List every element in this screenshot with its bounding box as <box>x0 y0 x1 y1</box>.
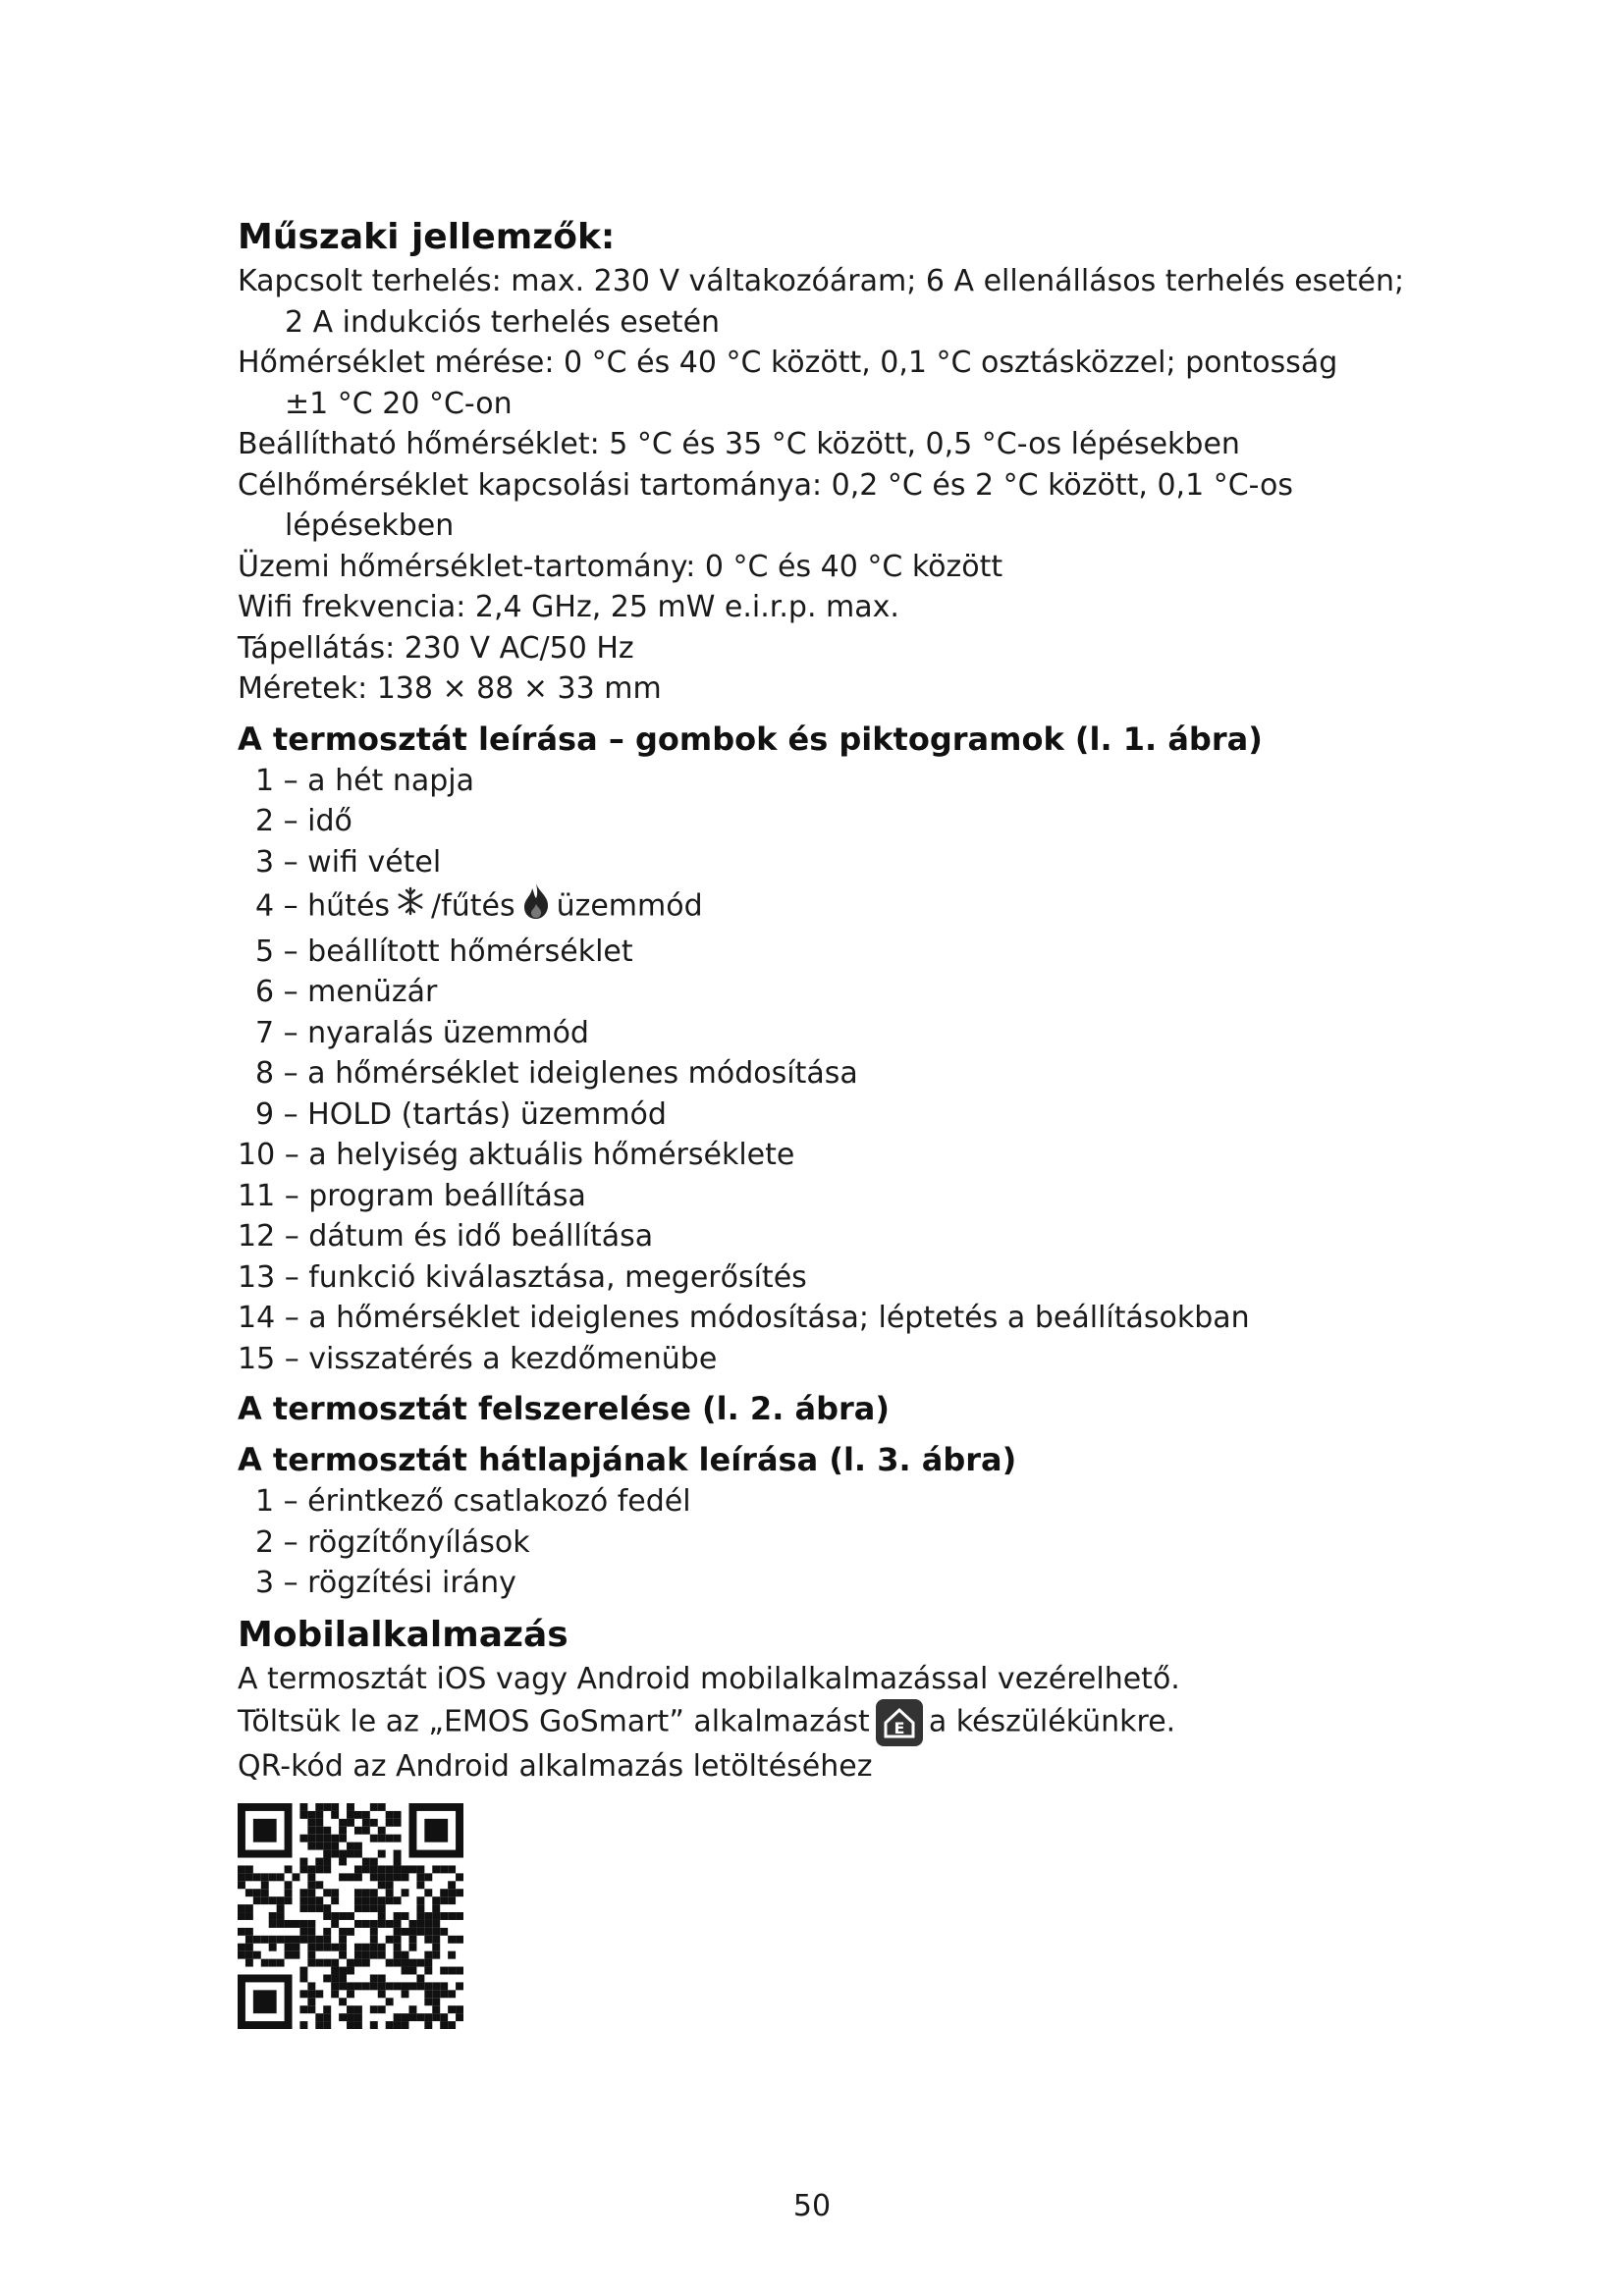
tech-spec-line: lépésekben <box>285 508 455 543</box>
tech-spec-line: Tápellátás: 230 V AC/50 Hz <box>238 630 634 666</box>
tech-spec-line: Kapcsolt terhelés: max. 230 V váltakozóáram; 6 A ellenállásos terhelés esetén; <box>238 264 1405 298</box>
description-list-b <box>238 932 1455 1136</box>
back-item: 3 – rögzítési irány <box>255 1566 516 1600</box>
svg-text:E: E <box>893 1719 905 1737</box>
description-item: 6 – menüzár <box>255 975 438 1009</box>
description-item: 3 – wifi vétel <box>255 844 442 880</box>
description-item: 5 – beállított hőmérséklet <box>255 934 633 969</box>
mobile-line-2-a: Töltsük le az „EMOS GoSmart” alkalmazást <box>238 1704 870 1739</box>
mobile-line-3: QR-kód az Android alkalmazás letöltéséhez <box>238 1749 873 1784</box>
tech-spec-line: Beállítható hőmérséklet: 5 °C és 35 °C között, 0,5 °C-os lépésekben <box>238 427 1240 461</box>
description-item: 7 – nyaralás üzemmód <box>255 1015 589 1050</box>
item4-mid: /fűtés <box>431 888 515 924</box>
tech-spec-line: Wifi frekvencia: 2,4 GHz, 25 mW e.i.r.p. max. <box>238 590 899 624</box>
mobile-line-2 <box>238 1699 1455 1746</box>
section-title-mobile: Mobilalkalmazás <box>238 1614 568 1655</box>
description-item: 12 – dátum és idő beállítása <box>238 1219 654 1254</box>
emos-gosmart-app-icon <box>876 1699 923 1746</box>
description-item-4 <box>238 882 1455 932</box>
description-item: 10 – a helyiség aktuális hőmérséklete <box>238 1138 795 1172</box>
page-number: 50 <box>792 2189 832 2223</box>
mobile-line-2-b: a készülékünkre. <box>928 1704 1176 1739</box>
description-item: 9 – HOLD (tartás) üzemmód <box>255 1096 667 1132</box>
item4-prefix: 4 – hűtés <box>255 888 391 924</box>
description-item: 13 – funkció kiválasztása, megerősítés <box>238 1259 807 1295</box>
section-title-install: A termosztát felszerelése (l. 2. ábra) <box>238 1390 890 1427</box>
back-list <box>238 1481 1455 1604</box>
tech-spec-line: Üzemi hőmérséklet-tartomány: 0 °C és 40 °C között <box>238 549 1003 584</box>
section-title-back: A termosztát hátlapjának leírása (l. 3. ábra) <box>238 1441 1017 1478</box>
back-item: 2 – rögzítőnyílások <box>255 1524 530 1560</box>
description-item: 11 – program beállítása <box>238 1178 586 1213</box>
page-content <box>238 214 1455 2033</box>
description-item: 15 – visszatérés a kezdőmenübe <box>238 1341 718 1376</box>
tech-spec-line: Hőmérséklet mérése: 0 °C és 40 °C között, 0,1 °C osztásközzel; pontosság <box>238 346 1338 380</box>
description-item: 1 – a hét napja <box>255 763 475 798</box>
item4-suffix: üzemmód <box>556 888 703 924</box>
description-item: 14 – a hőmérséklet ideiglenes módosítása; léptetés a beállításokban <box>238 1301 1250 1335</box>
tech-specs-list <box>238 261 1455 710</box>
tech-spec-line: 2 A indukciós terhelés esetén <box>285 304 721 340</box>
back-item: 1 – érintkező csatlakozó fedél <box>255 1484 691 1519</box>
section-title-description: A termosztát leírása – gombok és piktogramok (l. 1. ábra) <box>238 720 1263 758</box>
tech-spec-line: Méretek: 138 × 88 × 33 mm <box>238 671 662 706</box>
description-list-c <box>238 1135 1455 1379</box>
qr-code <box>238 1803 463 2029</box>
section-title-tech: Műszaki jellemzők: <box>238 217 616 257</box>
snowflake-icon <box>396 886 425 928</box>
description-item: 8 – a hőmérséklet ideiglenes módosítása <box>255 1056 858 1091</box>
tech-spec-line: Célhőmérséklet kapcsolási tartománya: 0,2 °C és 2 °C között, 0,1 °C-os <box>238 467 1294 503</box>
description-item: 2 – idő <box>255 804 352 838</box>
description-list-a <box>238 761 1455 883</box>
tech-spec-line: ±1 °C 20 °C-on <box>285 386 513 421</box>
mobile-line-1: A termosztát iOS vagy Android mobilalkalmazással vezérelhető. <box>238 1661 1180 1696</box>
flame-icon <box>521 882 551 932</box>
